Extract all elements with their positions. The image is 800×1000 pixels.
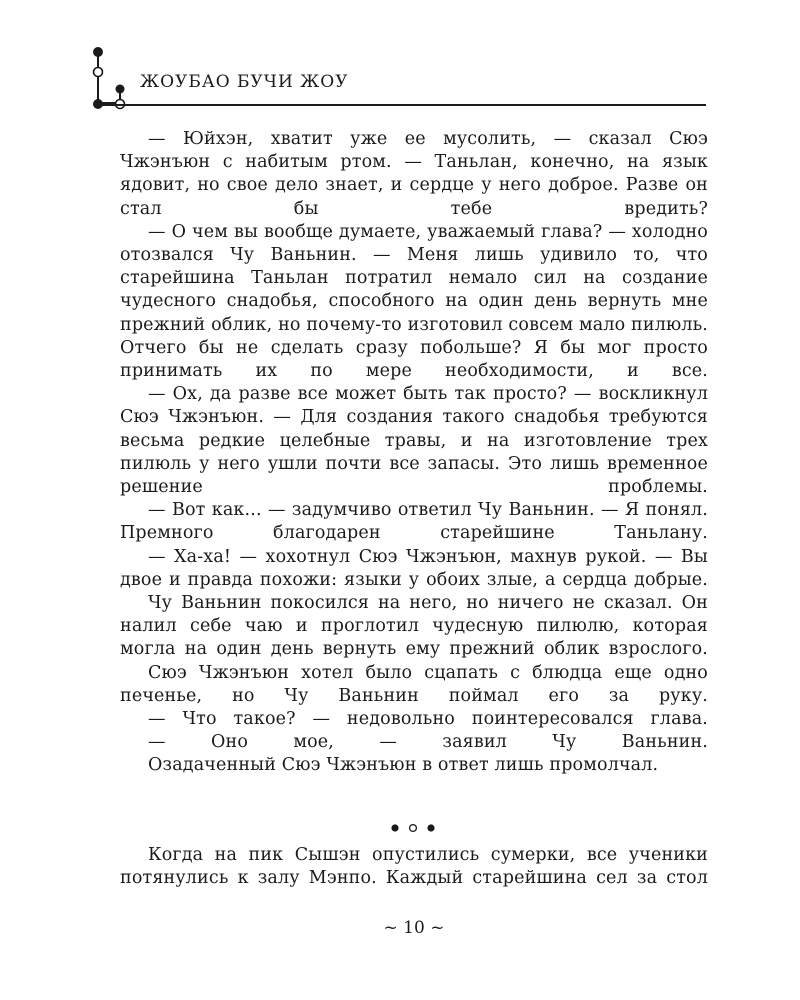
- body-text-continued: [120, 844, 708, 890]
- running-title: ЖОУБАО БУЧИ ЖОУ: [140, 72, 349, 92]
- page-number: ~ 10 ~: [383, 918, 445, 938]
- paragraph: — Вот как... — задумчиво ответил Чу Ваньнин. — Я понял. Премного благодарен старейшине Таньлану.: [120, 500, 708, 544]
- header-ornament-icon: [88, 45, 128, 111]
- body-text: [120, 128, 708, 778]
- paragraph: Чу Ваньнин покосился на него, но ничего не сказал. Он налил себе чаю и проглотил чудесную пилюлю, которая могла на один день вернуть ему прежний облик взрослого.: [120, 593, 708, 660]
- paragraph: Озадаченный Сюэ Чжэнъюн в ответ лишь промолчал.: [148, 755, 659, 776]
- paragraph: — О чем вы вообще думаете, уважаемый глава? — холодно отозвался Чу Ваньнин. — Меня лишь удивило то, что старейшина Таньлан потратил немало сил на создание чудесного снадобья, способного на один день вернуть мне прежний облик, но почему-то изготовил совсем мало пилюль. Отчего бы не сделать сразу побольше? Я бы мог просто принимать их по мере необходимости, и все.: [120, 221, 708, 382]
- paragraph: — Ох, да разве все может быть так просто? — воскликнул Сюэ Чжэнъюн. — Для создания такого снадобья требуются весьма редкие целебные травы, и на изготовление трех пилюль у него ушли почти все запасы. Это лишь временное решение проблемы.: [120, 384, 708, 498]
- paragraph: — Что такое? — недовольно поинтересовался глава.: [148, 709, 708, 730]
- paragraph: Сюэ Чжэнъюн хотел было сцапать с блюдца еще одно печенье, но Чу Ваньнин поймал его за руку.: [120, 662, 708, 706]
- paragraph: — Юйхэн, хватит уже ее мусолить, — сказал Сюэ Чжэнъюн с набитым ртом. — Таньлан, конечно, на язык ядовит, но свое дело знает, и сердце у него доброе. Разве он стал бы тебе вредить?: [120, 129, 708, 219]
- paragraph: Когда на пик Сышэн опустились сумерки, все ученики потянулись к залу Мэнпо. Каждый старейшина сел за стол: [120, 845, 708, 889]
- paragraph: — Ха-ха! — хохотнул Сюэ Чжэнъюн, махнув рукой. — Вы двое и правда похожи: языки у обоих злые, а сердца добрые.: [120, 546, 708, 590]
- section-break-ornament-icon: [387, 822, 439, 834]
- paragraph: — Оно мое, — заявил Чу Ваньнин.: [148, 732, 708, 753]
- header-rule: [98, 104, 706, 106]
